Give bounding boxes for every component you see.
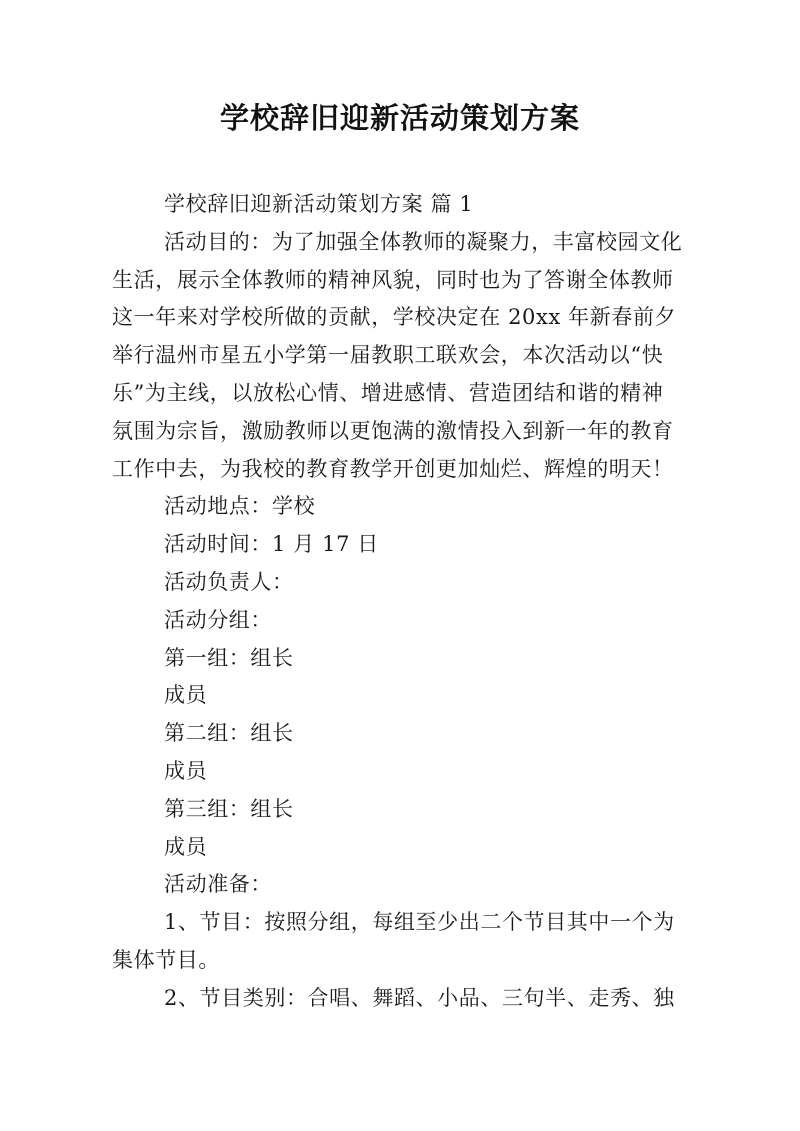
list-item-continued: 集体节目。 bbox=[112, 947, 220, 972]
paragraph-line: 这一年来对学校所做的贡献，学校决定在 20xx 年新春前夕 bbox=[112, 305, 677, 330]
paragraph-line: 乐”为主线，以放松心情、增进感情、营造团结和谐的精神 bbox=[112, 380, 664, 405]
group-3-members: 成员 bbox=[164, 834, 208, 859]
paragraph-line: 生活，展示全体教师的精神风貌，同时也为了答谢全体教师 bbox=[112, 267, 674, 292]
group-1-leader: 第一组：组长 bbox=[164, 645, 294, 670]
group-2-leader: 第二组：组长 bbox=[164, 721, 294, 746]
activity-time: 活动时间：1 月 17 日 bbox=[164, 532, 379, 557]
list-item: 1、节目：按照分组，每组至少出二个节目其中一个为 bbox=[164, 910, 675, 935]
activity-preparation: 活动准备： bbox=[164, 872, 272, 897]
group-1-members: 成员 bbox=[164, 683, 208, 708]
group-3-leader: 第三组：组长 bbox=[164, 796, 294, 821]
activity-groups: 活动分组： bbox=[164, 607, 272, 632]
paragraph-line: 活动目的：为了加强全体教师的凝聚力，丰富校园文化 bbox=[164, 229, 683, 254]
document-title: 学校辞旧迎新活动策划方案 bbox=[219, 101, 580, 135]
paragraph-line: 举行温州市星五小学第一届教职工联欢会，本次活动以“快 bbox=[112, 343, 664, 368]
activity-location: 活动地点：学校 bbox=[164, 494, 316, 519]
paragraph-line: 氛围为宗旨，激励教师以更饱满的激情投入到新一年的教育 bbox=[112, 418, 674, 443]
section-heading: 学校辞旧迎新活动策划方案 篇 1 bbox=[164, 192, 474, 216]
paragraph-line: 工作中去，为我校的教育教学开创更加灿烂、辉煌的明天！ bbox=[112, 456, 674, 481]
group-2-members: 成员 bbox=[164, 758, 208, 783]
activity-lead: 活动负责人： bbox=[164, 569, 294, 594]
list-item: 2、节目类别：合唱、舞蹈、小品、三句半、走秀、独 bbox=[164, 985, 675, 1010]
document-body bbox=[112, 186, 692, 1018]
